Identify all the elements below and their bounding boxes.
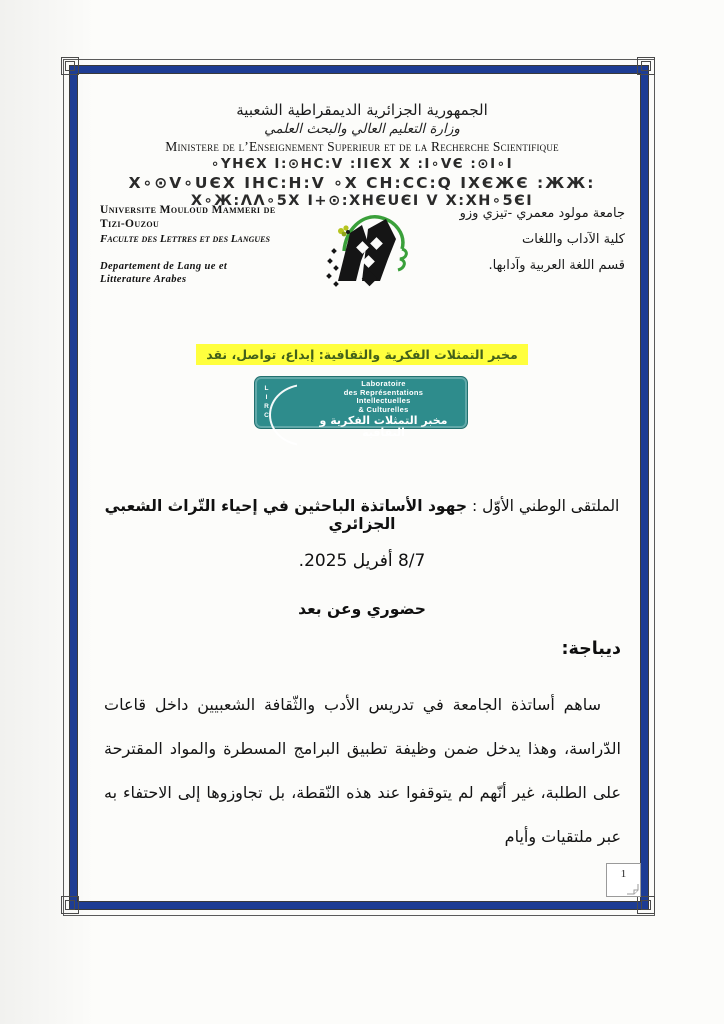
- border-corner-bottom-right: [637, 896, 655, 914]
- lab-logo-line1: Laboratoire: [361, 379, 406, 388]
- department-name-arabic: قسم اللغة العربية وآدابها.: [488, 258, 625, 273]
- laboratory-logo-acronym: LIRC: [263, 384, 270, 421]
- department-name-line2: Litterature Arabes: [100, 274, 187, 285]
- border-corner-inner: [641, 61, 651, 71]
- lab-logo-line2: des Représentations: [343, 387, 424, 397]
- border-corner-bottom-left: [61, 896, 79, 914]
- border-corner-inner: [65, 61, 75, 71]
- page-curl-icon: [626, 882, 640, 896]
- preamble-paragraph: ساهم أساتذة الجامعة في تدريس الأدب والثّقافة الشعبيين داخل قاعات الدّراسة، وهذا يدخل ضمن وظيفة تطبيق البرامج المسطرة والمواد المقترحة على الطلبة، غير أنّهم لم يتوقفوا عند هذه النّقطة، بل تجاوزوها إلى الاحتفاء به عبر ملتقيات وأيام: [104, 695, 621, 846]
- ministry-title-french: Ministere de l’Enseignement Superieur et de la Recherche Scientifique: [165, 139, 559, 154]
- tifinagh-line-2: X∘⊙V∘UЄX IHC:H:V ∘X CH:CC:Q IXЄЖЄ :ЖЖ:: [128, 174, 596, 192]
- laboratory-highlight-row: [90, 344, 634, 365]
- lab-logo-line3: Intellectuelles: [356, 396, 411, 405]
- conference-title-main: جهود الأساتذة الباحثين في إحياء التّراث الشعبي الجزائري: [104, 497, 468, 533]
- preamble-heading: ديباجة:: [561, 639, 621, 659]
- faculty-name-arabic: كلية الآداب واللغات: [522, 232, 625, 247]
- attendance-mode: حضوري وعن بعد: [298, 600, 426, 618]
- conference-date: 8/7 أفريل 2025.: [298, 551, 426, 571]
- page-number-box: [606, 863, 641, 897]
- tifinagh-line-1: ∘YHЄX I:⊙HC:V :IIЄX X :I∘VЄ :⊙I∘I: [210, 156, 514, 172]
- faculty-name: Faculte des Lettres et des Langues: [100, 233, 270, 245]
- conference-title-prefix: الملتقى الوطني الأوّل :: [467, 497, 620, 515]
- lab-logo-line4: & Culturelles: [358, 404, 409, 414]
- department-name-line1: Departement de Lang ue et: [100, 261, 228, 272]
- page-number: 1: [620, 868, 627, 880]
- university-name-line1: Universite Mouloud Mammeri de: [100, 204, 276, 216]
- university-name-arabic: جامعة مولود معمري -تيزي وزو: [459, 206, 625, 221]
- laboratory-logo: [254, 376, 468, 439]
- university-name-line2: Tizi-Ouzou: [100, 217, 160, 230]
- university-logo-icon: [314, 189, 414, 295]
- laboratory-logo-text: [305, 380, 462, 439]
- lab-logo-arabic: مخبر التمثلات الفكرية و الثقافية: [319, 414, 448, 439]
- border-corner-inner: [641, 900, 651, 910]
- laboratory-name-highlighted: مخبر التمثلات الفكرية والثقافية: إبداع، تواصل، نقد: [196, 344, 528, 365]
- conference-title: [95, 497, 629, 533]
- university-block-arabic: [460, 206, 625, 284]
- border-corner-top-right: [637, 57, 655, 75]
- border-corner-top-left: [61, 57, 79, 75]
- border-corner-inner: [65, 900, 75, 910]
- ministry-title-arabic: وزارة التعليم العالي والبحث العلمي: [264, 121, 460, 137]
- university-block-french: [100, 204, 310, 286]
- tifinagh-line-3: X∘Ж:ΛΛ∘5X I+⊙:XHЄUЄI V X:XH∘5ЄI: [190, 193, 534, 209]
- republic-title-arabic: الجمهورية الجزائرية الديمقراطية الشعبية: [236, 101, 488, 119]
